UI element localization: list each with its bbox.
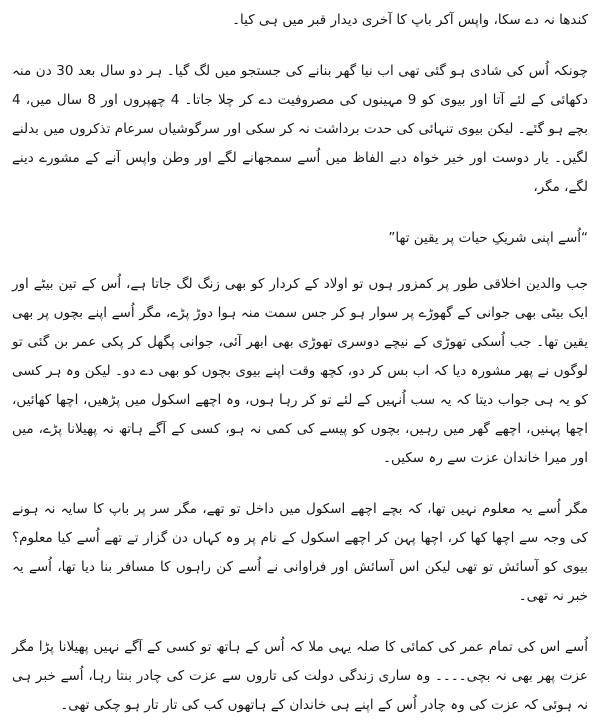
paragraph-3: جب والدین اخلاقی طور پر کمزور ہوں تو اولاد کے کردار کو بھی زنگ لگ جاتا ہے، اُس کے تین بیٹے اور ایک بیٹی بھی جوانی کے گھوڑے پر سوار ہو کر جس سمت منہ ہوا دوڑ پڑے، مگر اُسے اپنے بچوں پر بھی یقین تھا۔ جب اُسکی تھوڑی کے نیچے دوسری تھوڑی بھی ابھر آئی، جوانی پگھل کر پکی عمر بن گئی تو لوگوں نے پھر مشورہ دیا کہ اب بس کر دو، کچھ وقت اپنے بیوی بچوں کو بھی دے دو۔ لیکن وہ ہر کسی کو یہ ہی جواب دیتا کہ یہ سب اُنہیں کے لئے تو کر رہا ہوں، وہ اچھے اسکول میں پڑھیں، اچھا کھائیں، اچھا پہنیں، اچھے گھر میں رہیں، بچوں کو پیسے کی کمی نہ ہو، کسی کے آگے ہاتھ نہ پھیلانا پڑے، میں اور میرا خاندان عزت سے رہ سکیں۔	[12, 276, 588, 466]
paragraph-4: مگر اُسے یہ معلوم نہیں تھا، کہ بچے اچھے اسکول میں داخل تو تھے، مگر سر پر باپ کا سایہ نہ ہونے کی وجہ سے اچھا کھا کر، اچھا پہن کر اچھے اسکول کے نام پر وہ کہاں دن گزار تے تھے اُسے کیا معلوم؟ بیوی کو آسائش تو تھی لیکن اس آسائش اور فراوانی نے اُسے کن راہوں کا مسافر بنا دیا تھا، اُسے یہ خبر نہ تھی۔	[12, 501, 588, 604]
paragraph-5: اُسے اس کی تمام عمر کی کمائی کا صلہ یہی ملا کہ اُس کے ہاتھ تو کسی کے آگے نہیں پھیلانا پڑا مگر عزت پھر بھی نہ بچی۔۔۔۔ وہ ساری زندگی دولت کی تاروں سے عزت کی چادر بنتا رہا، اُسے خبر ہی نہ ہوئی کہ عزت کی وہ چادر اُس کے اپنے ہی خاندان کے ہاتھوں کب کی تار تار ہو چکی تھی۔	[12, 639, 588, 713]
paragraph-2: چونکہ اُس کی شادی ہو گئی تھی اب نیا گھر بنانے کی جستجو میں لگ گیا۔ ہر دو سال بعد 30 دن منہ دکھائی کے لئے آتا اور بیوی کو 9 مہینوں کی مصروفیت دے کر چلا جاتا۔ 4 چھپروں اور 8 سال میں، 4 بچے ہو گئے۔ لیکن بیوی تنہائی کی حدت برداشت نہ کر سکی اور سرگوشیاں سرعام تذکروں میں بدلنے لگیں۔ یار دوست اور خیر خواہ دبے الفاظ میں اُسے سمجھانے لگے اور وطن واپس آنے کے مشورے دینے لگے، مگر،	[12, 63, 589, 195]
quote-line: “اُسے اپنی شریکِ حیات پر یقین تھا”	[388, 230, 588, 246]
paragraph-1: کندھا نہ دے سکا، واپس آکر باپ کا آخری دیدار قبر میں ہی کیا۔	[232, 12, 588, 28]
